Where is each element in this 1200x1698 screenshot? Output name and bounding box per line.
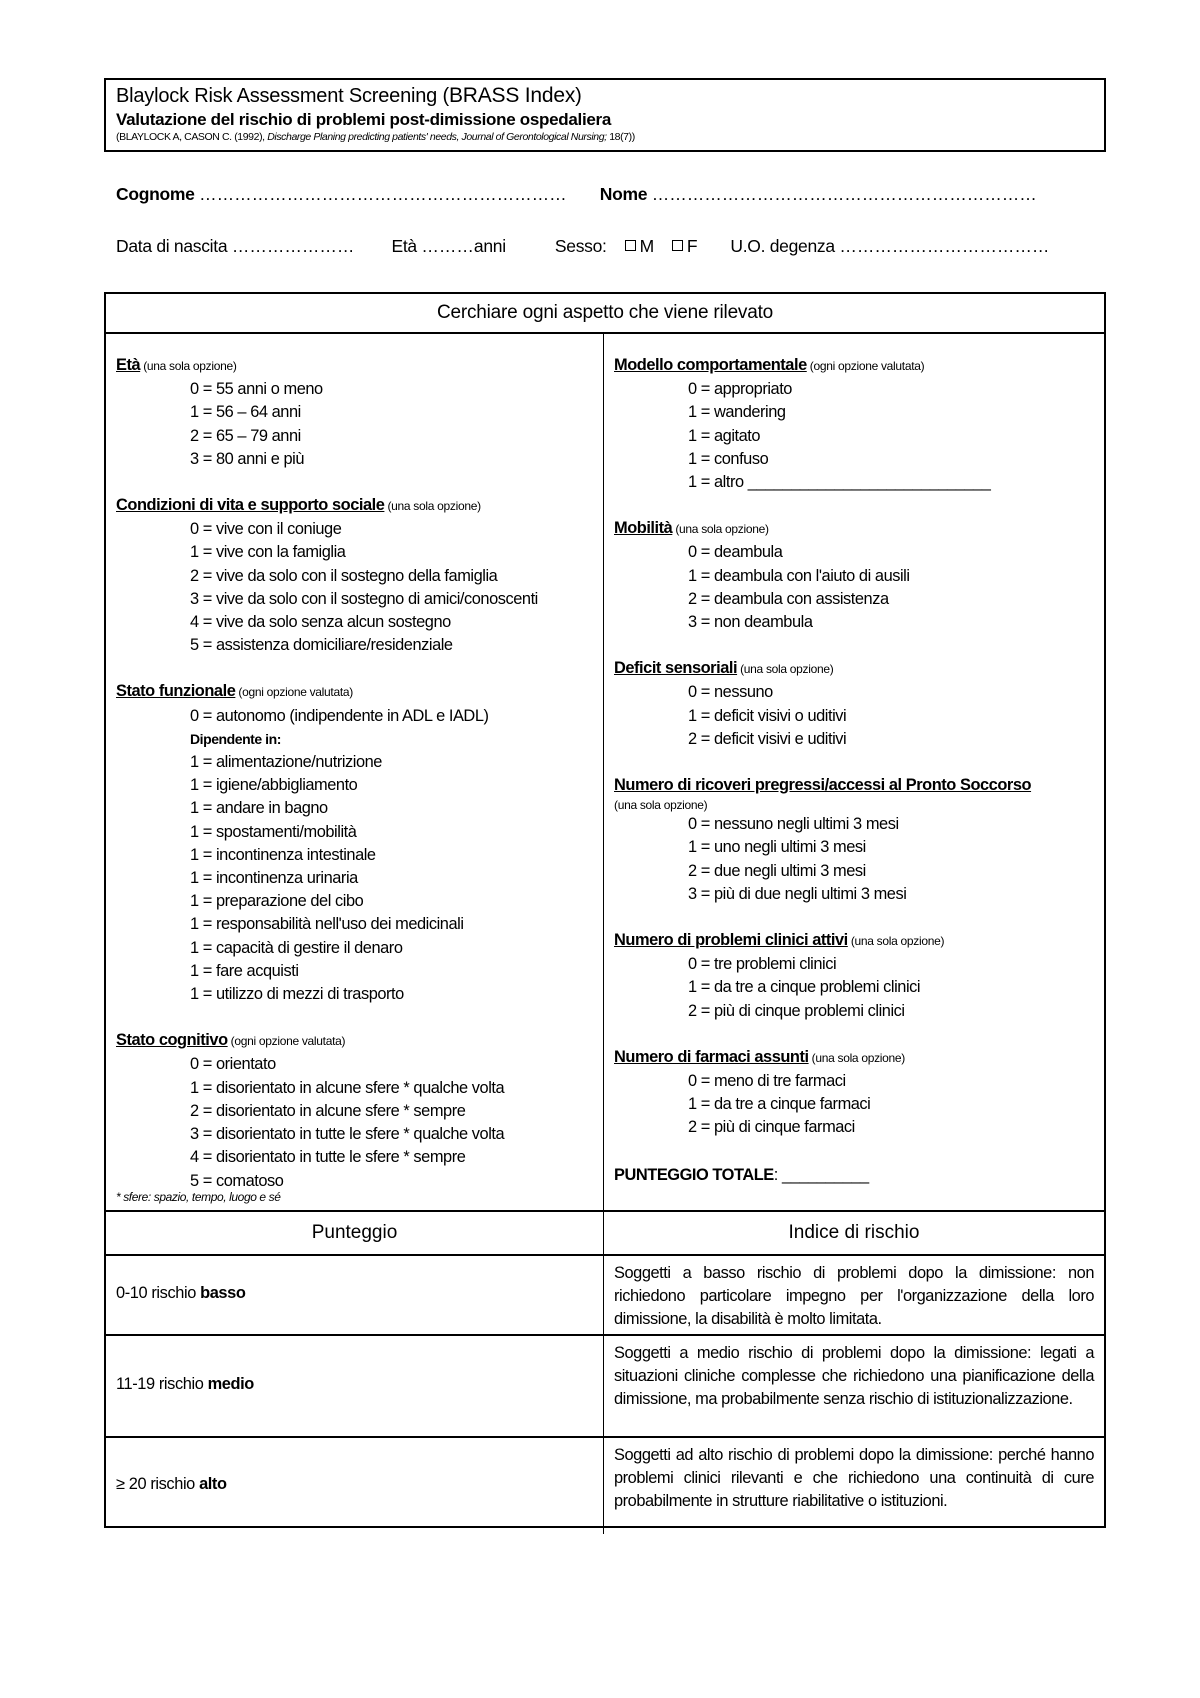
- score-option[interactable]: 1 = andare in bagno: [190, 799, 328, 818]
- risk-row: [106, 1334, 1104, 1436]
- right-section: [614, 929, 1094, 1023]
- risk-column-header: Indice di rischio: [788, 1222, 920, 1243]
- score-option[interactable]: 0 = 55 anni o meno: [190, 380, 323, 399]
- ward-label: U.O. degenza: [730, 236, 835, 256]
- score-option[interactable]: 1 = altro ____________________________: [688, 473, 991, 492]
- score-option[interactable]: 1 = uno negli ultimi 3 mesi: [688, 838, 866, 857]
- score-option[interactable]: 0 = tre problemi clinici: [688, 955, 837, 974]
- score-option[interactable]: 0 = appropriato: [688, 380, 792, 399]
- left-section: [116, 1029, 594, 1192]
- section-header: [116, 494, 594, 518]
- form-title: [116, 83, 1094, 109]
- score-option[interactable]: 1 = incontinenza intestinale: [190, 845, 376, 864]
- total-score-line: [614, 1166, 869, 1185]
- section-note: (una sola opzione): [140, 359, 237, 373]
- score-option[interactable]: 4 = disorientato in tutte le sfere * sempre: [190, 1148, 466, 1167]
- score-range: [116, 1475, 227, 1494]
- risk-level: basso: [200, 1284, 246, 1302]
- section-title: Stato funzionale: [116, 682, 236, 701]
- section-note: (una sola opzione): [808, 1050, 905, 1065]
- dob-field[interactable]: …………………: [231, 236, 355, 256]
- right-section: [614, 657, 1094, 751]
- score-option[interactable]: 2 = deficit visivi e uditivi: [688, 729, 847, 748]
- section-note: (una sola opzione): [847, 934, 945, 949]
- section-header: [116, 1029, 594, 1053]
- score-option[interactable]: 1 = preparazione del cibo: [190, 892, 364, 911]
- score-option[interactable]: 1 = spostamenti/mobilità: [190, 822, 357, 841]
- section-header: [116, 354, 594, 378]
- score-option[interactable]: 1 = responsabilità nell'uso dei medicinali: [190, 915, 464, 934]
- score-option[interactable]: 1 = deficit visivi o uditivi: [688, 706, 847, 725]
- total-score-field[interactable]: : __________: [773, 1166, 869, 1184]
- right-section: [614, 774, 1094, 906]
- age-unit: anni: [473, 236, 506, 256]
- citation-authors: (BLAYLOCK A, CASON C. (1992),: [116, 131, 268, 143]
- section-note: (una sola opzione): [384, 499, 481, 514]
- score-option[interactable]: 2 = deambula con assistenza: [688, 589, 889, 608]
- risk-description: Soggetti a basso rischio di problemi dopo la dimissione: non richiedono particolare impegno per l'organizzazione della loro dimissione, la disabilità è molto limitata.: [614, 1264, 1094, 1328]
- age-field[interactable]: ………: [421, 236, 474, 256]
- section-header: [614, 1046, 1094, 1070]
- risk-level: medio: [207, 1375, 254, 1393]
- score-option[interactable]: 1 = igiene/abbigliamento: [190, 776, 358, 795]
- surname-field[interactable]: ………………………………………………………: [199, 184, 567, 204]
- score-option[interactable]: 1 = agitato: [688, 426, 761, 445]
- risk-row: [106, 1436, 1104, 1534]
- score-option[interactable]: 1 = vive con la famiglia: [190, 543, 346, 562]
- sex-f-label: F: [686, 236, 698, 256]
- risk-row: [106, 1254, 1104, 1334]
- assessment-table: [104, 292, 1106, 1528]
- score-option[interactable]: 2 = più di cinque farmaci: [688, 1118, 855, 1137]
- score-option[interactable]: 3 = non deambula: [688, 613, 813, 632]
- score-option[interactable]: 5 = comatoso: [190, 1171, 284, 1190]
- surname-label: Cognome: [116, 184, 195, 204]
- section-title: Condizioni di vita e supporto sociale: [116, 496, 385, 515]
- citation-volume: 18(7)): [606, 131, 635, 143]
- section-title: Numero di ricoveri pregressi/accessi al Pronto Soccorso: [614, 776, 1032, 795]
- risk-level: alto: [199, 1475, 227, 1493]
- score-range: [116, 1375, 254, 1394]
- right-column: [614, 354, 1094, 1163]
- section-title: Mobilità: [614, 519, 673, 538]
- sex-m-label: M: [639, 236, 654, 256]
- score-option[interactable]: 0 = autonomo (indipendente in ADL e IADL): [190, 706, 489, 725]
- score-range: [116, 1284, 245, 1303]
- risk-description: Soggetti ad alto rischio di problemi dopo la dimissione: perché hanno problemi clinici rilevanti e che richiedono una continuità di cure probabilmente in strutture riabilitative o istituzioni.: [614, 1446, 1094, 1510]
- score-range-text: ≥ 20 rischio: [116, 1475, 200, 1493]
- section-header: [614, 657, 1094, 681]
- age-label: Età: [391, 236, 417, 256]
- section-title: Numero di problemi clinici attivi: [614, 931, 848, 950]
- section-header: [614, 929, 1094, 953]
- section-header: [116, 680, 594, 704]
- score-option[interactable]: 4 = vive da solo senza alcun sostegno: [190, 613, 451, 632]
- risk-table-header: [106, 1210, 1104, 1254]
- sex-label: Sesso:: [554, 236, 607, 256]
- section-title: Deficit sensoriali: [614, 659, 738, 678]
- score-option[interactable]: 1 = da tre a cinque farmaci: [688, 1095, 871, 1114]
- score-option[interactable]: 2 = 65 – 79 anni: [190, 426, 301, 445]
- score-option[interactable]: 1 = da tre a cinque problemi clinici: [688, 978, 921, 997]
- score-option[interactable]: 1 = 56 – 64 anni: [190, 403, 301, 422]
- score-option[interactable]: 2 = vive da solo con il sostegno della famiglia: [190, 566, 498, 585]
- section-title: Modello comportamentale: [614, 356, 807, 374]
- score-option[interactable]: 3 = più di due negli ultimi 3 mesi: [688, 884, 907, 903]
- score-option[interactable]: 1 = alimentazione/nutrizione: [190, 753, 382, 772]
- right-section: [614, 1046, 1094, 1140]
- title-part-a: Blaylock Risk Assessment Screening (: [116, 85, 449, 107]
- score-option[interactable]: 1 = incontinenza urinaria: [190, 869, 358, 888]
- right-section: [614, 354, 1094, 494]
- left-section: [116, 354, 594, 471]
- left-column: [116, 354, 594, 1216]
- score-option[interactable]: 0 = vive con il coniuge: [190, 520, 342, 539]
- patient-name-line: [116, 184, 1037, 205]
- section-note: (una sola opzione): [737, 662, 834, 677]
- form-header: [104, 78, 1106, 152]
- section-note: (ogni opzione valutata): [227, 1034, 346, 1049]
- name-label: Nome: [599, 184, 648, 204]
- score-option[interactable]: 1 = disorientato in alcune sfere * qualche volta: [190, 1078, 505, 1097]
- title-part-c: ): [575, 85, 582, 107]
- section-title: Stato cognitivo: [116, 1031, 228, 1050]
- score-option[interactable]: 1 = utilizzo di mezzi di trasporto: [190, 985, 404, 1004]
- section-header: [614, 774, 1094, 813]
- section-note: (ogni opzione valutata): [806, 359, 925, 373]
- section-note: (una sola opzione): [672, 522, 769, 537]
- risk-table-divider: [603, 1210, 604, 1534]
- score-option[interactable]: 0 = orientato: [190, 1055, 276, 1074]
- score-option[interactable]: 1 = capacità di gestire il denaro: [190, 938, 403, 957]
- dob-label: Data di nascita: [116, 236, 228, 256]
- score-option[interactable]: 2 = due negli ultimi 3 mesi: [688, 861, 866, 880]
- left-section: [116, 494, 594, 657]
- sex-m-checkbox[interactable]: [625, 240, 636, 251]
- score-option[interactable]: 3 = vive da solo con il sostegno di amici/conoscenti: [190, 589, 538, 608]
- assessment-table-heading: Cerchiare ogni aspetto che viene rilevato: [106, 294, 1104, 334]
- score-range-text: 11-19 rischio: [116, 1375, 208, 1393]
- score-option[interactable]: 3 = disorientato in tutte le sfere * qualche volta: [190, 1125, 505, 1144]
- left-section: [116, 680, 594, 1006]
- score-option[interactable]: 1 = fare acquisti: [190, 961, 299, 980]
- right-section: [614, 517, 1094, 634]
- spheres-footnote: * sfere: spazio, tempo, luogo e sé: [116, 1190, 281, 1204]
- score-option[interactable]: 1 = wandering: [688, 403, 786, 422]
- section-title: Età: [116, 356, 141, 374]
- score-option[interactable]: 0 = meno di tre farmaci: [688, 1072, 846, 1091]
- section-header: [614, 354, 1094, 378]
- name-field[interactable]: …………………………………………………………: [651, 184, 1037, 204]
- score-option[interactable]: 0 = nessuno: [688, 683, 773, 702]
- score-option[interactable]: 5 = assistenza domiciliare/residenziale: [190, 636, 453, 655]
- ward-field[interactable]: ………………………………: [839, 236, 1050, 256]
- score-option[interactable]: 1 = deambula con l'aiuto di ausili: [688, 566, 910, 585]
- score-range-text: 0-10 rischio: [116, 1284, 201, 1302]
- sex-f-checkbox[interactable]: [672, 240, 683, 251]
- title-part-b: BRASS Index: [448, 84, 576, 107]
- score-option[interactable]: 2 = disorientato in alcune sfere * sempre: [190, 1101, 466, 1120]
- section-note: (una sola opzione): [614, 798, 708, 813]
- section-title: Numero di farmaci assunti: [614, 1047, 809, 1066]
- score-option[interactable]: 2 = più di cinque problemi clinici: [688, 1001, 905, 1020]
- score-option[interactable]: 3 = 80 anni e più: [190, 449, 305, 468]
- score-option[interactable]: 0 = deambula: [688, 543, 783, 562]
- risk-description: Soggetti a medio rischio di problemi dopo la dimissione: legati a situazioni cliniche complesse che richiedono una pianificazione della dimissione, ma probabilmente senza rischio di istituzionalizzazione.: [614, 1344, 1094, 1408]
- form-citation: [116, 131, 1094, 144]
- score-option[interactable]: 0 = nessuno negli ultimi 3 mesi: [688, 815, 899, 834]
- total-score-label: PUNTEGGIO TOTALE: [614, 1166, 774, 1184]
- dependency-subheading: Dipendente in:: [190, 730, 281, 747]
- patient-details-line: [116, 236, 1049, 257]
- score-option[interactable]: 1 = confuso: [688, 449, 769, 468]
- form-subtitle: Valutazione del rischio di problemi post-dimissione ospedaliera: [116, 110, 611, 129]
- section-note: (ogni opzione valutata): [235, 685, 353, 700]
- citation-title: Discharge Planing predicting patients' needs, Journal of Gerontological Nursing;: [267, 131, 607, 143]
- section-header: [614, 517, 1094, 541]
- score-column-header: Punteggio: [311, 1222, 398, 1243]
